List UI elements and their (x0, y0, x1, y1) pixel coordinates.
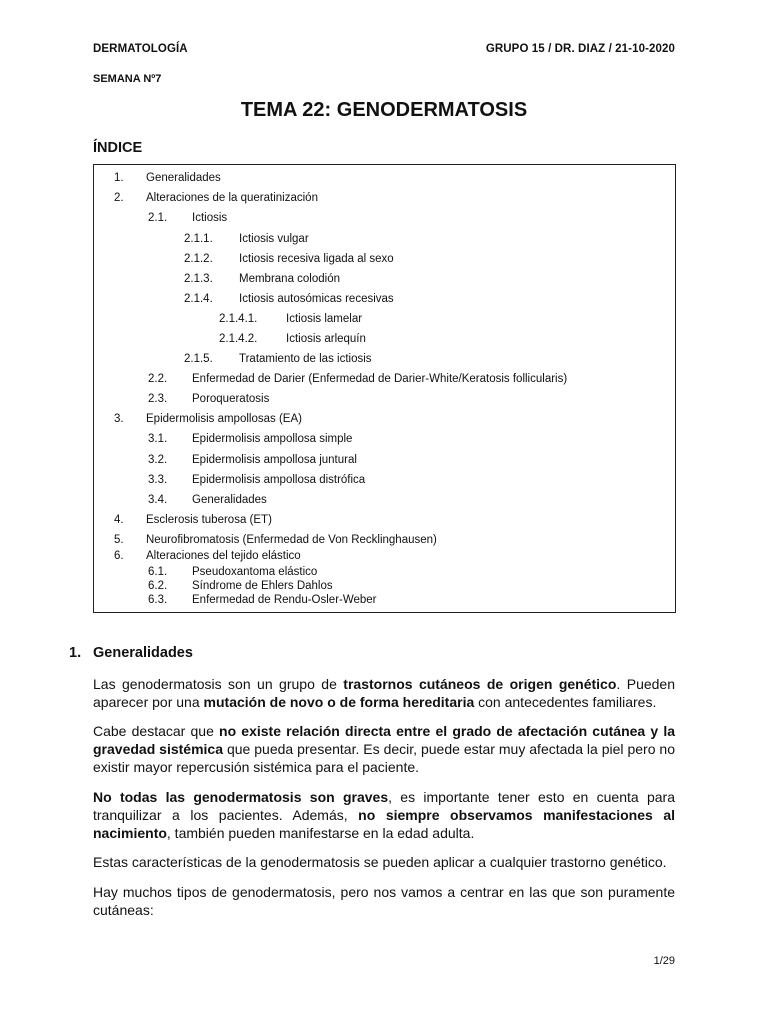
paragraph (93, 883, 675, 919)
toc-item-text: Ictiosis recesiva ligada al sexo (239, 253, 394, 265)
toc-item-text: Ictiosis vulgar (239, 233, 309, 245)
toc-item-number: 2.1.4.1. (219, 313, 258, 325)
toc-item-text: Ictiosis arlequín (286, 333, 366, 345)
toc-item-text: Ictiosis lamelar (286, 313, 363, 325)
toc-item-text: Pseudoxantoma elástico (192, 566, 318, 578)
toc-item-text: Membrana colodión (239, 273, 341, 285)
table-of-contents (93, 164, 676, 613)
section-number: 1. (69, 645, 82, 661)
toc-item-text: Síndrome de Ehlers Dahlos (192, 580, 333, 592)
toc-item-number: 5. (114, 534, 124, 546)
toc-item-number: 3.1. (148, 433, 168, 445)
bold-text: no siempre observamos manifestaciones al nacimiento (93, 807, 676, 841)
toc-item-number: 2.3. (148, 393, 168, 405)
toc-item-number: 6.1. (148, 566, 168, 578)
toc-item-number: 2.1.3. (184, 273, 213, 285)
toc-item-text: Epidermolisis ampollosas (EA) (146, 413, 302, 425)
page-title: TEMA 22: GENODERMATOSIS (240, 99, 528, 121)
toc-item-number: 3. (114, 413, 124, 425)
toc-item-number: 3.2. (148, 454, 168, 466)
toc-item-number: 2.1.2. (184, 253, 213, 265)
toc-item-text: Enfermedad de Darier (Enfermedad de Darier-White/Keratosis follicularis) (192, 373, 568, 385)
toc-item-number: 1. (114, 172, 124, 184)
toc-item-text: Poroqueratosis (192, 393, 270, 405)
toc-item-number: 6.3. (148, 594, 168, 606)
text-run: , también pueden manifestarse en la edad adulta. (166, 825, 475, 841)
toc-item-number: 2.2. (148, 373, 168, 385)
bold-text: no existe relación directa entre el grado de afectación cutánea y la gravedad sistémica (93, 723, 675, 757)
toc-item-number: 4. (114, 514, 124, 526)
toc-item-text: Esclerosis tuberosa (ET) (146, 514, 272, 526)
section-heading (69, 645, 193, 661)
toc-item-number: 3.3. (148, 474, 168, 486)
text-run: Estas características de la genodermatosis se pueden aplicar a cualquier trastorno genético. (93, 854, 667, 870)
toc-item-text: Epidermolisis ampollosa juntural (192, 454, 357, 466)
toc-item-number: 3.4. (148, 494, 168, 506)
toc-item-text: Alteraciones de la queratinización (146, 192, 318, 204)
page-number: 1/29 (653, 955, 675, 967)
toc-item-number: 2.1.1. (184, 233, 213, 245)
toc-item-text: Generalidades (192, 494, 267, 506)
bold-text: No todas las genodermatosis son graves (93, 789, 389, 805)
paragraph (93, 675, 675, 711)
toc-item-text: Tratamiento de las ictiosis (239, 353, 372, 365)
bold-text: mutación de novo o de forma hereditaria (203, 694, 475, 710)
toc-item-text: Epidermolisis ampollosa simple (192, 433, 353, 445)
toc-item-text: Ictiosis autosómicas recesivas (239, 293, 394, 305)
paragraph (93, 788, 675, 842)
toc-item-number: 2.1.5. (184, 353, 213, 365)
text-run: que pueda presentar. Es decir, puede estar muy afectada la piel pero no existir mayor repercusión sistémica para el paciente. (93, 741, 675, 775)
text-run: Hay muchos tipos de genodermatosis, pero nos vamos a centrar en las que son puramente cutáneas: (93, 884, 675, 918)
section-title: Generalidades (93, 645, 193, 661)
toc-item-text: Neurofibromatosis (Enfermedad de Von Recklinghausen) (146, 534, 437, 546)
toc-item-number: 2.1.4.2. (219, 333, 258, 345)
paragraph (93, 722, 675, 776)
header-course: DERMATOLOGÍA (93, 43, 188, 55)
toc-item-number: 2. (114, 192, 124, 204)
header-group-date: GRUPO 15 / DR. DIAZ / 21-10-2020 (485, 43, 675, 55)
text-run: Cabe destacar que (93, 723, 220, 739)
toc-item-number: 2.1. (148, 212, 168, 224)
text-run: Las genodermatosis son un grupo de (93, 676, 344, 692)
toc-item-text: Epidermolisis ampollosa distrófica (192, 474, 366, 486)
text-run: con antecedentes familiares. (474, 694, 657, 710)
paragraph (93, 853, 675, 871)
toc-item-number: 2.1.4. (184, 293, 213, 305)
toc-item-text: Ictiosis (192, 212, 228, 224)
text-run: . Pueden aparecer por una (93, 676, 675, 710)
index-title: ÍNDICE (93, 140, 143, 156)
toc-item-number: 6. (114, 550, 124, 562)
toc-item-text: Enfermedad de Rendu-Osler-Weber (192, 594, 377, 606)
toc-item-text: Alteraciones del tejido elástico (146, 550, 301, 562)
text-run: , es importante tener esto en cuenta para tranquilizar a los pacientes. Además, (93, 789, 675, 823)
header-week: SEMANA Nº7 (93, 73, 162, 85)
toc-item-number: 6.2. (148, 580, 168, 592)
toc-item-text: Generalidades (146, 172, 221, 184)
bold-text: trastornos cutáneos de origen genético (343, 676, 617, 692)
